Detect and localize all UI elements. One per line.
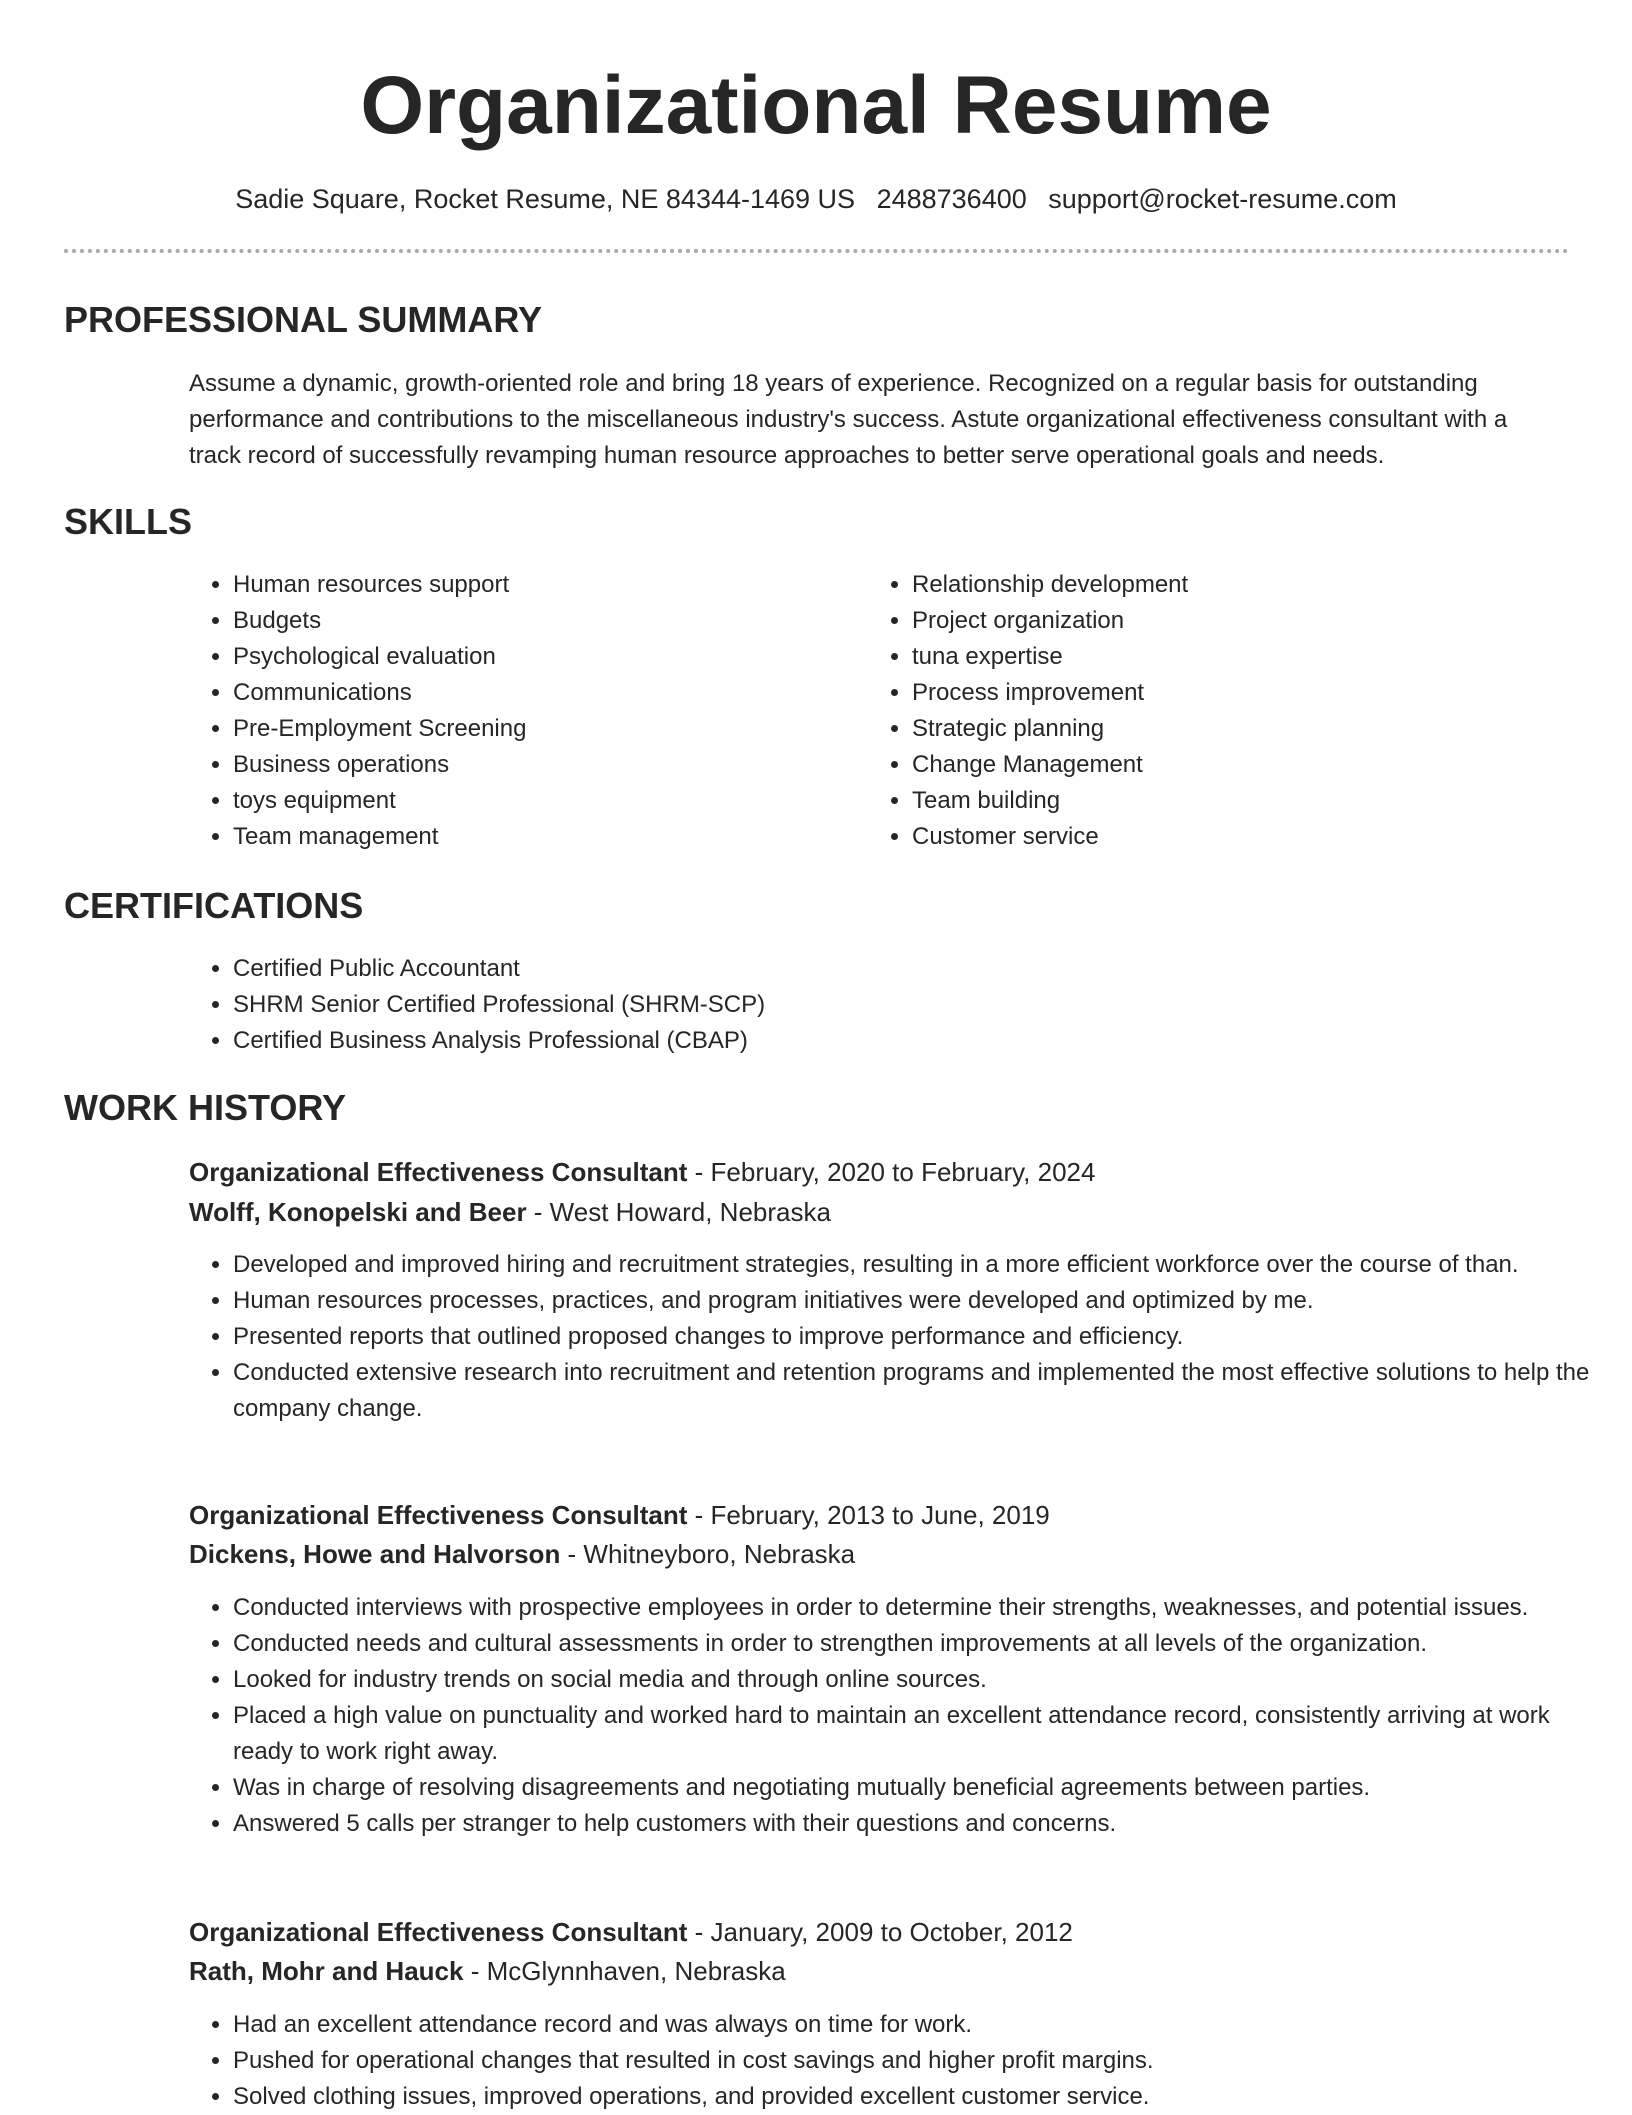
skill-item: • Change Management	[912, 747, 1512, 783]
job-company: Dickens, Howe and Halvorson	[189, 1539, 561, 1569]
job-bullet: • Pushed for operational changes that resulted in cost savings and higher profit margins.	[233, 2043, 1608, 2079]
job-dates: - January, 2009 to October, 2012	[687, 1917, 1073, 1947]
job-title: Organizational Effectiveness Consultant	[189, 1917, 688, 1947]
job-dates: - February, 2020 to February, 2024	[687, 1157, 1096, 1187]
header-divider	[64, 249, 1569, 253]
skill-item: • tuna expertise	[912, 639, 1512, 675]
job-title: Organizational Effectiveness Consultant	[189, 1157, 688, 1187]
contact-phone: 2488736400	[876, 184, 1027, 214]
job-company-line	[189, 1952, 786, 1990]
job-bullets	[189, 1247, 1608, 1427]
job-bullet: • Conducted interviews with prospective employees in order to determine their strengths, weaknesses, and potential issues.	[233, 1590, 1608, 1626]
job-bullet: • Human resources processes, practices, and program initiatives were developed and optimized by me.	[233, 1283, 1608, 1319]
certifications-heading: CERTIFICATIONS	[64, 885, 364, 926]
skill-item: • Business operations	[233, 747, 793, 783]
job-bullet: • Looked for industry trends on social media and through online sources.	[233, 1662, 1608, 1698]
skill-item: • Relationship development	[912, 567, 1512, 603]
summary-text: Assume a dynamic, growth-oriented role and bring 18 years of experience. Recognized on a regular basis for outstanding performance and contributions to the miscellaneous industry's success. Astute organizational effectiveness consultant with a track record of successfully revamping human resource approaches to better serve operational goals and needs.	[189, 370, 1508, 469]
summary-heading: PROFESSIONAL SUMMARY	[64, 299, 543, 340]
skills-heading: SKILLS	[64, 501, 193, 542]
job-title: Organizational Effectiveness Consultant	[189, 1500, 688, 1530]
job-title-line	[189, 1153, 1095, 1191]
work-history-heading: WORK HISTORY	[64, 1087, 347, 1128]
job-bullet: • Conducted extensive research into recruitment and retention programs and implemented the most effective solutions to help the company change.	[233, 1355, 1608, 1427]
job-bullet: • Developed and improved hiring and recruitment strategies, resulting in a more efficient workforce over the course of than.	[233, 1247, 1608, 1283]
job-bullets	[189, 1590, 1608, 1842]
job-location: - McGlynnhaven, Nebraska	[463, 1956, 786, 1986]
skill-item: • Psychological evaluation	[233, 639, 793, 675]
job-location: - West Howard, Nebraska	[526, 1197, 831, 1227]
job-dates: - February, 2013 to June, 2019	[687, 1500, 1050, 1530]
skill-item: • Customer service	[912, 819, 1512, 855]
contact-line	[0, 181, 1632, 217]
job-bullet: • Had an excellent attendance record and was always on time for work.	[233, 2007, 1608, 2043]
job-bullet: • Conducted needs and cultural assessments in order to strengthen improvements at all levels of the organization.	[233, 1626, 1608, 1662]
job-title-line	[189, 1913, 1073, 1951]
skill-item: • Human resources support	[233, 567, 793, 603]
skill-item: • Team building	[912, 783, 1512, 819]
job-bullet: • Presented reports that outlined proposed changes to improve performance and efficiency.	[233, 1319, 1608, 1355]
skills-list-right	[868, 567, 1512, 855]
job-location: - Whitneyboro, Nebraska	[560, 1539, 856, 1569]
resume-title: Organizational Resume	[360, 60, 1272, 151]
skill-item: • Budgets	[233, 603, 793, 639]
job-bullet: • Was in charge of resolving disagreements and negotiating mutually beneficial agreements between parties.	[233, 1770, 1608, 1806]
certification-item: • Certified Public Accountant	[233, 951, 1233, 987]
contact-address: Sadie Square, Rocket Resume, NE 84344-1469 US	[235, 184, 856, 214]
job-bullet: • Solved clothing issues, improved operations, and provided excellent customer service.	[233, 2079, 1608, 2115]
skill-item: • Communications	[233, 675, 793, 711]
skill-item: • Project organization	[912, 603, 1512, 639]
skills-list-left	[189, 567, 793, 855]
job-bullets	[189, 2007, 1608, 2115]
job-company: Rath, Mohr and Hauck	[189, 1956, 464, 1986]
skill-item: • toys equipment	[233, 783, 793, 819]
job-company-line	[189, 1193, 831, 1231]
job-title-line	[189, 1496, 1050, 1534]
job-bullet: • Placed a high value on punctuality and worked hard to maintain an excellent attendance record, consistently arriving at work ready to work right away.	[233, 1698, 1608, 1770]
certifications-list	[189, 951, 1233, 1059]
skill-item: • Strategic planning	[912, 711, 1512, 747]
certification-item: • Certified Business Analysis Professional (CBAP)	[233, 1023, 1233, 1059]
skill-item: • Process improvement	[912, 675, 1512, 711]
skill-item: • Pre-Employment Screening	[233, 711, 793, 747]
job-bullet: • Answered 5 calls per stranger to help customers with their questions and concerns.	[233, 1806, 1608, 1842]
contact-email: support@rocket-resume.com	[1048, 184, 1397, 214]
skill-item: • Team management	[233, 819, 793, 855]
certification-item: • SHRM Senior Certified Professional (SHRM-SCP)	[233, 987, 1233, 1023]
job-company-line	[189, 1535, 855, 1573]
job-company: Wolff, Konopelski and Beer	[189, 1197, 527, 1227]
